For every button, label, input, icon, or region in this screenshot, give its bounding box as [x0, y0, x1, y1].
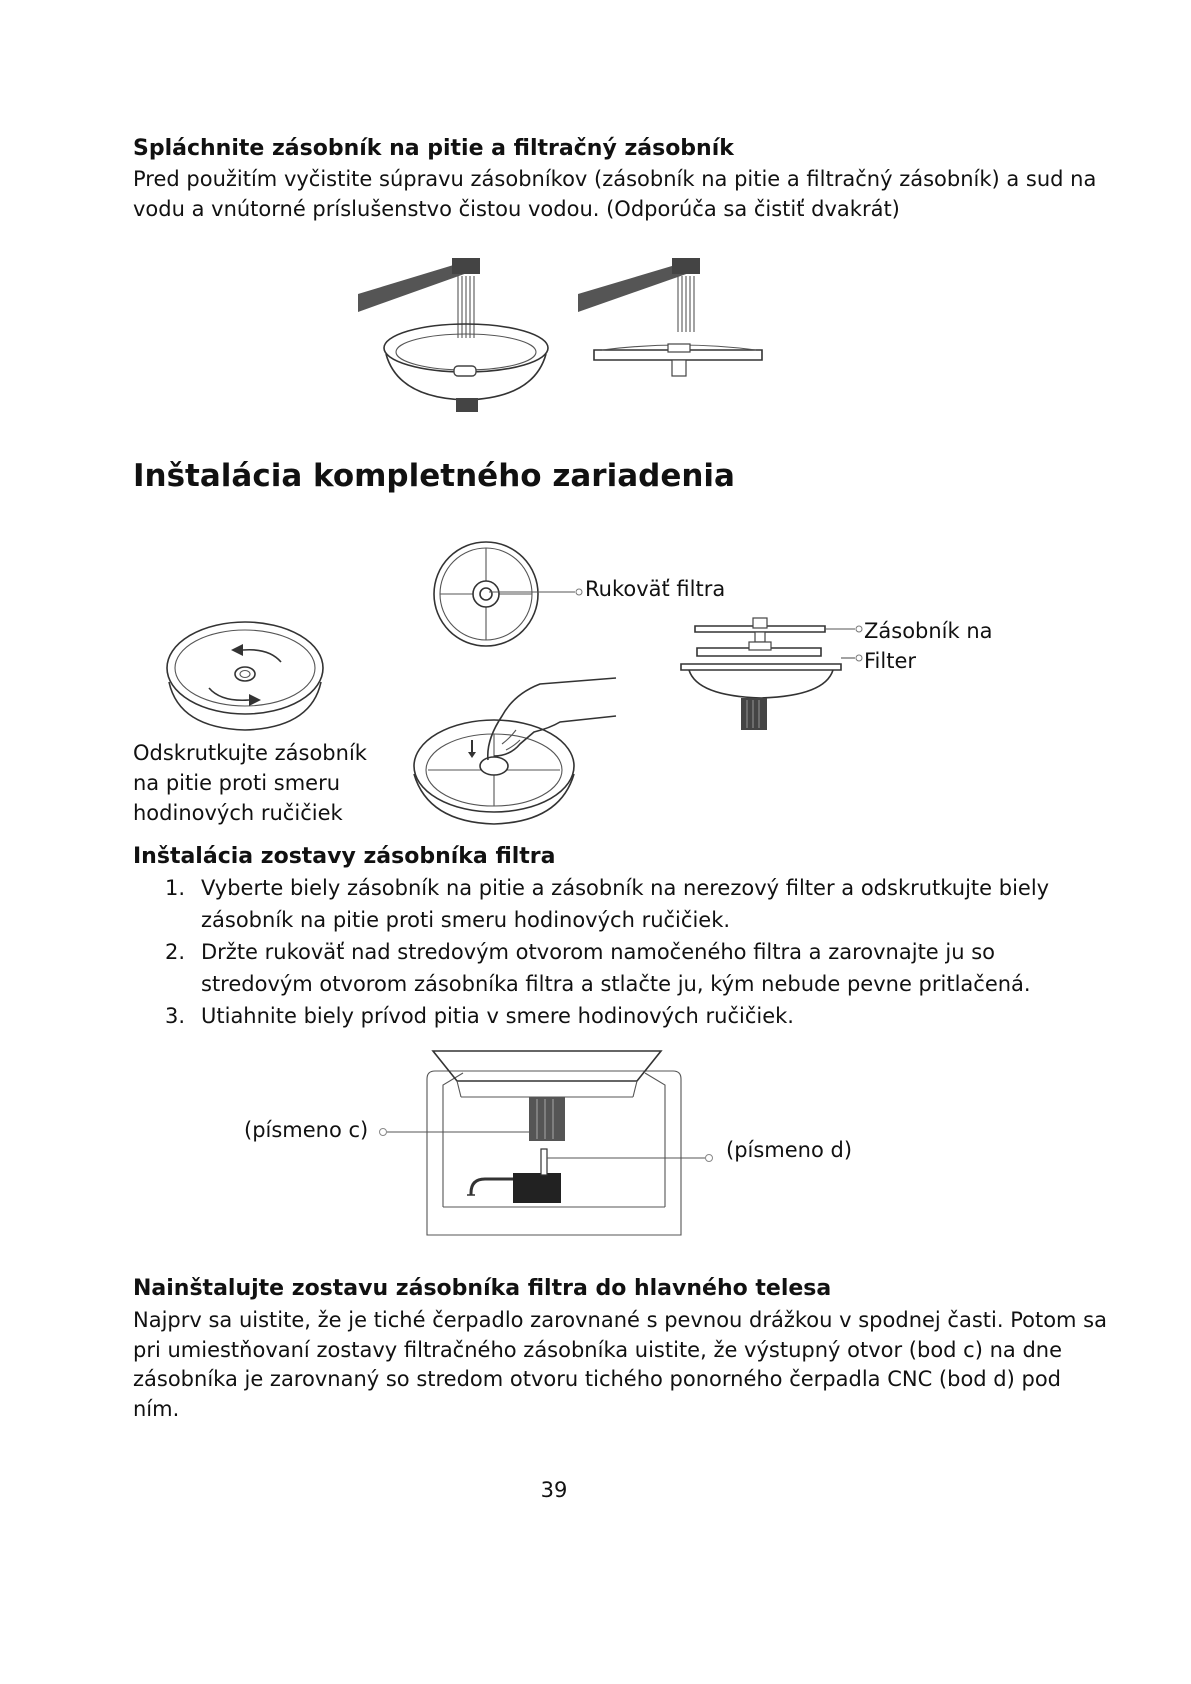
- label-filter-handle: Rukoväť filtra: [585, 577, 726, 601]
- unscrew-bowl-diagram: [165, 618, 335, 733]
- step-number: 2.: [165, 940, 186, 964]
- install-body-line-1: Najprv sa uistite, že je tiché čerpadlo zarovnané s pevnou drážkou v spodnej časti. Potom sa: [133, 1308, 1107, 1332]
- filter-handle-leader: [485, 582, 585, 602]
- step-number: 1.: [165, 876, 186, 900]
- rinse-illustration: [350, 250, 780, 425]
- install-body-line-2: pri umiestňovaní zostavy filtračného zásobníka uistite, že výstupný otvor (bod c) na dne: [133, 1338, 1063, 1362]
- main-body-cross-section: [375, 1045, 735, 1245]
- label-unscrew-line-1: Odskrutkujte zásobník: [133, 741, 367, 765]
- label-tray-line-2: Filter: [864, 649, 917, 673]
- label-unscrew-line-2: na pitie proti smeru: [133, 771, 341, 795]
- step-2: [129, 936, 1079, 1000]
- install-body-line-3: zásobníka je zarovnaný so stredom otvoru tichého ponorného čerpadla CNC (bod d) pod: [133, 1367, 1062, 1391]
- label-unscrew-line-3: hodinových ručičiek: [133, 801, 343, 825]
- install-body-line-4: ním.: [133, 1397, 180, 1421]
- rinse-paragraph-line-2: vodu a vnútorné príslušenstvo čistou vodou. (Odporúča sa čistiť dvakrát): [133, 197, 900, 221]
- label-letter-d: (písmeno d): [726, 1138, 853, 1162]
- step-text-line-1: Utiahnite biely prívod pitia v smere hodinových ručičiek.: [201, 1004, 794, 1028]
- label-tray-line-1: Zásobník na: [864, 619, 993, 643]
- step-text-line-2: stredovým otvorom zásobníka filtra a stlačte ju, kým nebude pevne pritlačená.: [201, 972, 1031, 996]
- installation-steps: [129, 872, 1079, 1032]
- step-text-line-1: Vyberte biely zásobník na pitie a zásobník na nerezový filter a odskrutkujte biely: [201, 876, 1050, 900]
- section-heading-filter-assembly: Inštalácia zostavy zásobníka filtra: [133, 844, 556, 869]
- section-heading-install-body: Nainštalujte zostavu zásobníka filtra do hlavného telesa: [133, 1276, 832, 1301]
- label-letter-c: (písmeno c): [244, 1118, 369, 1142]
- step-1: [129, 872, 1079, 936]
- section-heading-rinse: Spláchnite zásobník na pitie a filtračný zásobník: [133, 136, 734, 161]
- step-3: [129, 1000, 1079, 1032]
- hand-press-diagram: [410, 670, 625, 830]
- filter-tray-diagram: [675, 612, 865, 742]
- step-text-line-1: Držte rukoväť nad stredovým otvorom namočeného filtra a zarovnajte ju so: [201, 940, 996, 964]
- page-number: 39: [540, 1478, 568, 1502]
- rinse-paragraph-line-1: Pred použitím vyčistite súpravu zásobníkov (zásobník na pitie a filtračný zásobník) a sud na: [133, 167, 1097, 191]
- step-text-line-2: zásobník na pitie proti smeru hodinových ručičiek.: [201, 908, 731, 932]
- section-heading-installation: Inštalácia kompletného zariadenia: [133, 458, 735, 494]
- step-number: 3.: [165, 1004, 186, 1028]
